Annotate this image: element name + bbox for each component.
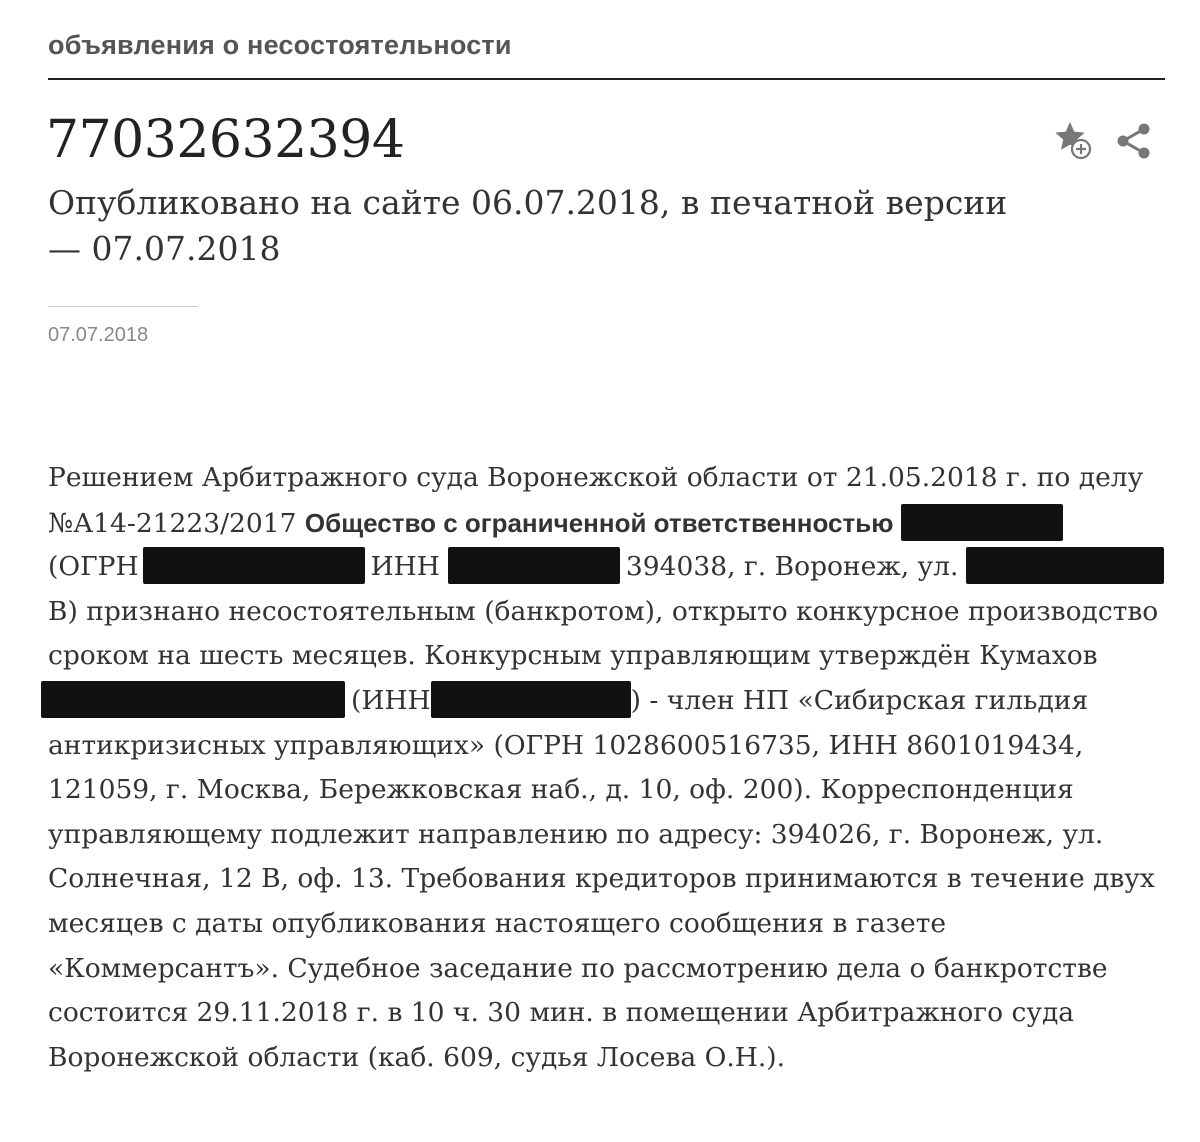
notice-actions — [1052, 118, 1162, 168]
body-line: Решением Арбитражного суда Воронежской области от 21.05.2018 г. по делу — [48, 462, 1144, 493]
notice-number: 77032632394 — [46, 110, 405, 170]
body-line: «Коммерсантъ». Судебное заседание по рассмотрению дела о банкротстве — [48, 952, 1108, 984]
body-line — [48, 501, 1168, 546]
body-line: управляющему подлежит направлению по адресу: 394026, г. Воронеж, ул. — [48, 818, 1104, 850]
body-line — [48, 545, 1168, 590]
share-icon[interactable] — [1112, 118, 1158, 164]
inn-label: (ИНН — [351, 684, 431, 716]
redacted-ogrn — [143, 547, 365, 584]
header-divider — [48, 78, 1165, 80]
date-divider — [48, 306, 198, 307]
section-label[interactable]: объявления о несостоятельности — [48, 30, 512, 60]
redacted-manager-name — [41, 681, 345, 718]
publication-line-2: — 07.07.2018 — [48, 229, 281, 268]
body-line: сроком на шесть месяцев. Конкурсным управляющим утверждён Кумахов — [48, 640, 1098, 672]
body-line — [41, 679, 1168, 724]
company-type: Общество с ограниченной ответственностью — [304, 507, 894, 538]
redacted-inn — [448, 547, 620, 584]
member-text: ) - член НП «Сибирская гильдия — [630, 684, 1089, 716]
body-line: Воронежской области (каб. 609, судья Лосева О.Н.). — [48, 1041, 786, 1073]
redacted-street — [966, 547, 1164, 584]
body-line: месяцев с даты опубликования настоящего сообщения в газете — [48, 907, 947, 939]
inn-label: ИНН — [370, 551, 440, 583]
ogrn-label: (ОГРН — [48, 551, 139, 583]
notice-body — [48, 456, 1168, 1080]
star-add-icon[interactable] — [1052, 118, 1098, 164]
redacted-manager-inn — [431, 681, 631, 718]
case-number: №А14-21223/2017 — [48, 507, 305, 539]
body-line: В) признано несостоятельным (банкротом), открыто конкурсное производство — [48, 595, 1159, 627]
body-line: Солнечная, 12 В, оф. 13. Требования кредиторов принимаются в течение двух — [48, 863, 1155, 895]
body-line: 121059, г. Москва, Бережковская наб., д. 10, оф. 200). Корреспонденция — [48, 774, 1074, 806]
notice-date: 07.07.2018 — [48, 324, 149, 346]
publication-line-1: Опубликовано на сайте 06.07.2018, в печатной версии — [48, 183, 1008, 222]
address-text: 394038, г. Воронеж, ул. — [625, 551, 959, 583]
redacted-company-name — [901, 504, 1063, 541]
body-line: антикризисных управляющих» (ОГРН 1028600516735, ИНН 8601019434, — [48, 729, 1084, 761]
publication-info — [48, 180, 1048, 272]
body-line: состоится 29.11.2018 г. в 10 ч. 30 мин. в помещении Арбитражного суда — [48, 997, 1075, 1029]
